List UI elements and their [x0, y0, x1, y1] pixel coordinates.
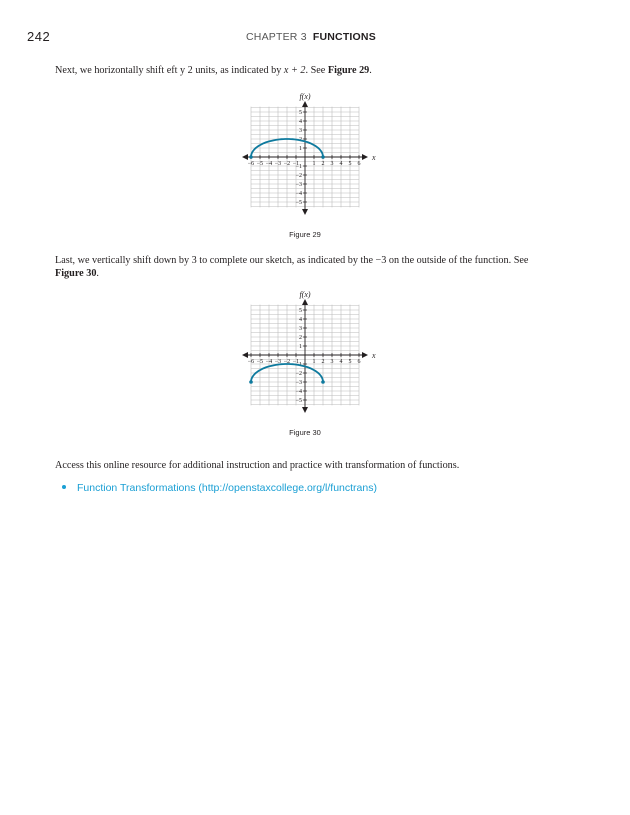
y-tick-label: −1 — [295, 164, 302, 170]
y-tick-label: −5 — [295, 398, 302, 404]
x-tick-label: −3 — [274, 161, 282, 167]
figure-29-reference: Figure 29 — [327, 65, 370, 76]
p2-end: . — [96, 268, 99, 279]
x-axis-right-arrow — [362, 352, 368, 358]
x-axis-label: x — [372, 351, 376, 360]
x-tick-label: −6 — [247, 161, 255, 167]
y-tick-label: 3 — [299, 128, 302, 134]
y-axis-label: f(x) — [299, 92, 311, 101]
chapter-label: CHAPTER 3 — [246, 31, 307, 43]
y-axis-top-arrow — [302, 299, 308, 305]
figure-30-reference: Figure 30 — [55, 268, 97, 279]
x-tick-label: −2 — [283, 359, 291, 365]
y-tick-label: −2 — [295, 173, 302, 179]
p1-math: x + 2 — [283, 65, 306, 76]
page-number: 242 — [27, 29, 51, 44]
x-tick-label: 6 — [357, 359, 361, 365]
paragraph-vertical-shift — [55, 254, 565, 280]
y-tick-label: 4 — [299, 119, 302, 125]
running-head — [246, 31, 376, 43]
x-tick-label: −2 — [283, 161, 291, 167]
x-tick-label: 4 — [339, 161, 343, 167]
y-tick-label: 3 — [299, 326, 302, 332]
x-tick-label: 2 — [321, 359, 325, 365]
x-tick-label: 4 — [339, 359, 343, 365]
figure-29-graph — [232, 80, 382, 230]
y-tick-label: 5 — [299, 308, 302, 314]
x-tick-label: −3 — [274, 359, 282, 365]
x-tick-label: 5 — [348, 359, 352, 365]
x-tick-label: 1 — [312, 161, 316, 167]
x-tick-label: −5 — [256, 161, 264, 167]
curve-endpoint — [321, 380, 325, 384]
x-tick-label: −1 — [292, 161, 300, 167]
x-axis-right-arrow — [362, 154, 368, 160]
x-tick-label: −1 — [292, 359, 300, 365]
y-tick-label: 1 — [299, 344, 302, 350]
x-tick-label: 3 — [330, 161, 334, 167]
figure-29-caption: Figure 29 — [289, 230, 321, 239]
y-tick-label: −3 — [295, 182, 302, 188]
x-tick-label: −5 — [256, 359, 264, 365]
p1-end: . — [369, 65, 372, 76]
x-axis-label: x — [372, 153, 376, 162]
x-tick-label: −4 — [265, 161, 273, 167]
y-tick-label: −4 — [295, 191, 302, 197]
y-tick-label: 5 — [299, 110, 302, 116]
bullet-icon — [62, 485, 66, 489]
y-tick-label: 2 — [299, 137, 302, 143]
p2-text: Last, we vertically shift down by 3 to complete our sketch, as indicated by the −3 on the outside of the function. See — [55, 255, 529, 266]
y-tick-label: −5 — [295, 200, 302, 206]
y-tick-label: 4 — [299, 317, 302, 323]
function-transformations-link[interactable]: Function Transformations (http://openstaxcollege.org/l/functrans) — [77, 482, 377, 494]
x-axis-left-arrow — [242, 352, 248, 358]
y-tick-label: −1 — [295, 362, 302, 368]
y-axis-bottom-arrow — [302, 407, 308, 413]
y-tick-label: 2 — [299, 335, 302, 341]
resource-list-item — [62, 482, 377, 494]
p1-see: . See — [305, 65, 328, 76]
x-tick-label: 5 — [348, 161, 352, 167]
paragraph-online-resource: Access this online resource for additional instruction and practice with transformation of functions. — [55, 460, 460, 471]
chapter-title: FUNCTIONS — [312, 31, 376, 43]
p1-text: Next, we horizontally shift eft y 2 units, as indicated by — [55, 65, 284, 76]
curve-endpoint — [321, 155, 325, 159]
y-tick-label: −2 — [295, 371, 302, 377]
x-tick-label: 3 — [330, 359, 334, 365]
y-tick-label: −3 — [295, 380, 302, 386]
x-tick-label: 2 — [321, 161, 325, 167]
figure-30-graph — [232, 278, 382, 428]
x-tick-label: −4 — [265, 359, 273, 365]
figure-30-caption: Figure 30 — [289, 428, 321, 437]
y-tick-label: 1 — [299, 146, 302, 152]
y-axis-bottom-arrow — [302, 209, 308, 215]
y-axis-top-arrow — [302, 101, 308, 107]
x-tick-label: 1 — [312, 359, 316, 365]
paragraph-horizontal-shift — [55, 64, 372, 77]
x-axis-left-arrow — [242, 154, 248, 160]
x-tick-label: −6 — [247, 359, 255, 365]
curve-endpoint — [249, 155, 253, 159]
curve-endpoint — [249, 380, 253, 384]
x-tick-label: 6 — [357, 161, 361, 167]
y-tick-label: −4 — [295, 389, 302, 395]
y-axis-label: f(x) — [299, 290, 311, 299]
